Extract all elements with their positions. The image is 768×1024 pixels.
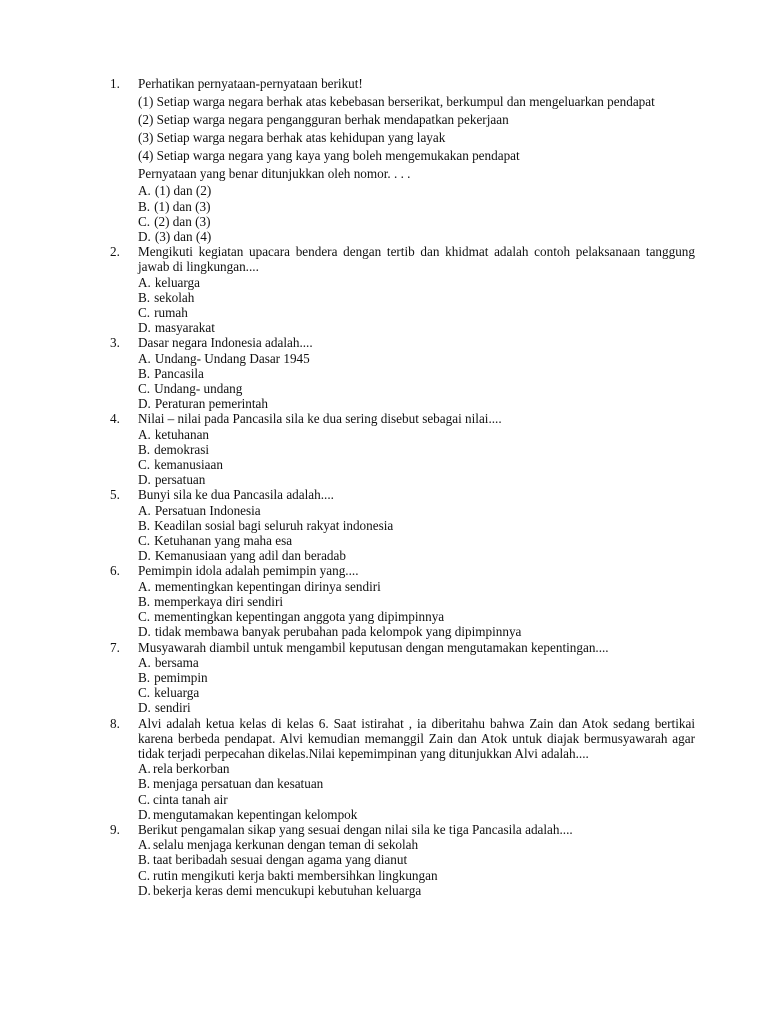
option-d — [138, 472, 695, 487]
option-d — [138, 624, 695, 639]
option-text: keluarga — [154, 274, 200, 290]
option-text: selalu menjaga kerkunan dengan teman di sekolah — [153, 837, 419, 853]
option-letter: B. — [138, 441, 151, 457]
option-text: rumah — [154, 305, 188, 321]
option-letter: B. — [138, 289, 151, 305]
statement-1: (1) Setiap warga negara berhak atas kebebasan berserikat, berkumpul dan mengeluarkan pendapat — [138, 94, 655, 110]
option-text: bersama — [154, 654, 199, 670]
option-letter: B. — [138, 198, 151, 214]
option-text: (1) dan (3) — [154, 198, 211, 214]
option-text: sendiri — [154, 700, 191, 716]
option-text: Undang- Undang Dasar 1945 — [154, 350, 310, 366]
statement-3: (3) Setiap warga negara berhak atas kehidupan yang layak — [138, 130, 446, 146]
option-text: mementingkan kepentingan anggota yang dipimpinnya — [154, 609, 445, 625]
option-c — [138, 305, 695, 320]
option-text: rutin mengikuti kerja bakti membersihkan lingkungan — [153, 867, 438, 883]
option-text: (2) dan (3) — [154, 213, 211, 229]
option-text: Undang- undang — [154, 381, 243, 397]
option-a — [138, 761, 695, 776]
option-list — [138, 427, 695, 488]
option-letter: D. — [138, 472, 151, 488]
option-letter: C. — [138, 457, 151, 473]
option-c — [138, 533, 695, 548]
option-letter: D. — [138, 806, 151, 822]
question-4 — [110, 411, 695, 487]
option-list — [138, 503, 695, 564]
option-list — [138, 579, 695, 640]
option-letter: B. — [138, 593, 151, 609]
option-text: Keadilan sosial bagi seluruh rakyat indonesia — [154, 517, 394, 533]
option-c — [138, 214, 695, 229]
option-d — [138, 883, 695, 898]
question-1 — [110, 76, 695, 244]
question-text: Musyawarah diambil untuk mengambil keputusan dengan mengutamakan kepentingan.... — [138, 639, 609, 655]
option-text: cinta tanah air — [153, 791, 228, 807]
option-list — [138, 655, 695, 716]
question-number: 8. — [110, 715, 120, 731]
option-text: persatuan — [154, 472, 206, 488]
option-a — [138, 837, 695, 852]
question-text: Berikut pengamalan sikap yang sesuai dengan nilai sila ke tiga Pancasila adalah.... — [138, 821, 573, 837]
option-b — [138, 290, 695, 305]
question-text: Pemimpin idola adalah pemimpin yang.... — [138, 563, 359, 579]
option-text: Ketuhanan yang maha esa — [154, 533, 293, 549]
option-letter: D. — [138, 229, 151, 245]
question-text: Dasar negara Indonesia adalah.... — [138, 335, 313, 351]
question-list — [110, 76, 695, 898]
question-number: 2. — [110, 244, 120, 260]
statement-2: (2) Setiap warga negara pengangguran berhak mendapatkan pekerjaan — [138, 112, 509, 128]
option-letter: D. — [138, 320, 151, 336]
option-b — [138, 442, 695, 457]
option-d — [138, 396, 695, 411]
question-number: 9. — [110, 821, 120, 837]
option-a — [138, 275, 695, 290]
question-number: 5. — [110, 487, 120, 503]
option-letter: A. — [138, 578, 151, 594]
option-text: (1) dan (2) — [154, 183, 212, 199]
option-text: Peraturan pemerintah — [154, 396, 268, 412]
option-b — [138, 199, 695, 214]
option-a — [138, 427, 695, 442]
option-text: Pancasila — [154, 365, 204, 381]
option-a — [138, 655, 695, 670]
question-number: 7. — [110, 639, 120, 655]
option-text: mementingkan kepentingan dirinya sendiri — [154, 578, 381, 594]
option-list — [138, 351, 695, 412]
option-b — [138, 776, 695, 791]
option-text: taat beribadah sesuai dengan agama yang dianut — [153, 852, 408, 868]
option-text: ketuhanan — [154, 426, 210, 442]
option-letter: A. — [138, 183, 151, 199]
question-text: Mengikuti kegiatan upacara bendera dengan tertib dan khidmat adalah contoh pelaksanaan tanggung jawab di lingkungan.... — [138, 244, 695, 275]
question-8 — [110, 716, 695, 822]
question-7 — [110, 640, 695, 716]
option-a — [138, 183, 695, 198]
option-text: Kemanusiaan yang adil dan beradab — [154, 548, 346, 564]
option-c — [138, 457, 695, 472]
option-text: Persatuan Indonesia — [154, 502, 261, 518]
option-c — [138, 381, 695, 396]
option-text: rela berkorban — [153, 761, 230, 777]
option-letter: C. — [138, 213, 151, 229]
option-text: memperkaya diri sendiri — [154, 593, 283, 609]
option-a — [138, 503, 695, 518]
option-letter: C. — [138, 867, 151, 883]
option-c — [138, 868, 695, 883]
option-letter: A. — [138, 837, 151, 853]
option-letter: B. — [138, 776, 151, 792]
option-text: kemanusiaan — [154, 457, 223, 473]
option-text: pemimpin — [154, 669, 208, 685]
option-letter: B. — [138, 669, 151, 685]
option-letter: D. — [138, 624, 151, 640]
option-d — [138, 320, 695, 335]
option-text: bekerja keras demi mencukupi kebutuhan keluarga — [153, 882, 422, 898]
option-d — [138, 807, 695, 822]
option-letter: C. — [138, 791, 151, 807]
option-letter: A. — [138, 350, 151, 366]
option-letter: D. — [138, 548, 151, 564]
option-b — [138, 670, 695, 685]
option-letter: A. — [138, 761, 151, 777]
option-letter: A. — [138, 426, 151, 442]
option-letter: C. — [138, 381, 151, 397]
option-text: (3) dan (4) — [154, 229, 212, 245]
option-text: mengutamakan kepentingan kelompok — [153, 806, 358, 822]
question-stem: Pernyataan yang benar ditunjukkan oleh nomor. . . . — [138, 166, 411, 182]
question-number: 6. — [110, 563, 120, 579]
question-number: 3. — [110, 335, 120, 351]
option-letter: B. — [138, 852, 151, 868]
question-5 — [110, 487, 695, 563]
option-b — [138, 594, 695, 609]
option-d — [138, 700, 695, 715]
question-number: 1. — [110, 76, 120, 91]
option-letter: C. — [138, 685, 151, 701]
option-letter: A. — [138, 274, 151, 290]
option-letter: C. — [138, 533, 151, 549]
option-a — [138, 579, 695, 594]
option-list — [138, 837, 695, 898]
option-c — [138, 792, 695, 807]
option-letter: A. — [138, 654, 151, 670]
option-letter: C. — [138, 609, 151, 625]
question-2 — [110, 244, 695, 335]
option-d — [138, 548, 695, 563]
question-3 — [110, 335, 695, 411]
option-text: menjaga persatuan dan kesatuan — [153, 776, 324, 792]
option-text: tidak membawa banyak perubahan pada kelompok yang dipimpinnya — [154, 624, 522, 640]
option-list — [138, 275, 695, 336]
option-list — [138, 761, 695, 822]
option-b — [138, 518, 695, 533]
question-text: Bunyi sila ke dua Pancasila adalah.... — [138, 487, 334, 503]
option-c — [138, 609, 695, 624]
question-text: Perhatikan pernyataan-pernyataan berikut! — [138, 76, 363, 91]
question-text: Alvi adalah ketua kelas di kelas 6. Saat istirahat , ia diberitahu bahwa Zain dan Atok sedang bertikai karena berbeda pendapat. Alvi kemudian memanggil Zain dan Atok untuk diajak bermusyawarah agar tidak terjadi perpecahan dikelas.Nilai kepemimpinan yang ditunjukkan Alvi adalah.... — [138, 715, 695, 761]
option-d — [138, 229, 695, 244]
option-b — [138, 852, 695, 867]
option-list — [138, 183, 695, 244]
option-text: keluarga — [154, 685, 200, 701]
question-text: Nilai – nilai pada Pancasila sila ke dua sering disebut sebagai nilai.... — [138, 411, 502, 427]
option-text: masyarakat — [154, 320, 215, 336]
option-a — [138, 351, 695, 366]
option-letter: D. — [138, 882, 151, 898]
option-b — [138, 366, 695, 381]
option-letter: D. — [138, 396, 151, 412]
option-letter: B. — [138, 517, 151, 533]
option-letter: B. — [138, 365, 151, 381]
statement-4: (4) Setiap warga negara yang kaya yang boleh mengemukakan pendapat — [138, 148, 520, 164]
option-c — [138, 685, 695, 700]
question-9 — [110, 822, 695, 898]
option-letter: D. — [138, 700, 151, 716]
option-text: demokrasi — [154, 441, 210, 457]
question-number: 4. — [110, 411, 120, 427]
option-text: sekolah — [154, 289, 195, 305]
option-letter: A. — [138, 502, 151, 518]
question-6 — [110, 563, 695, 639]
option-letter: C. — [138, 305, 151, 321]
